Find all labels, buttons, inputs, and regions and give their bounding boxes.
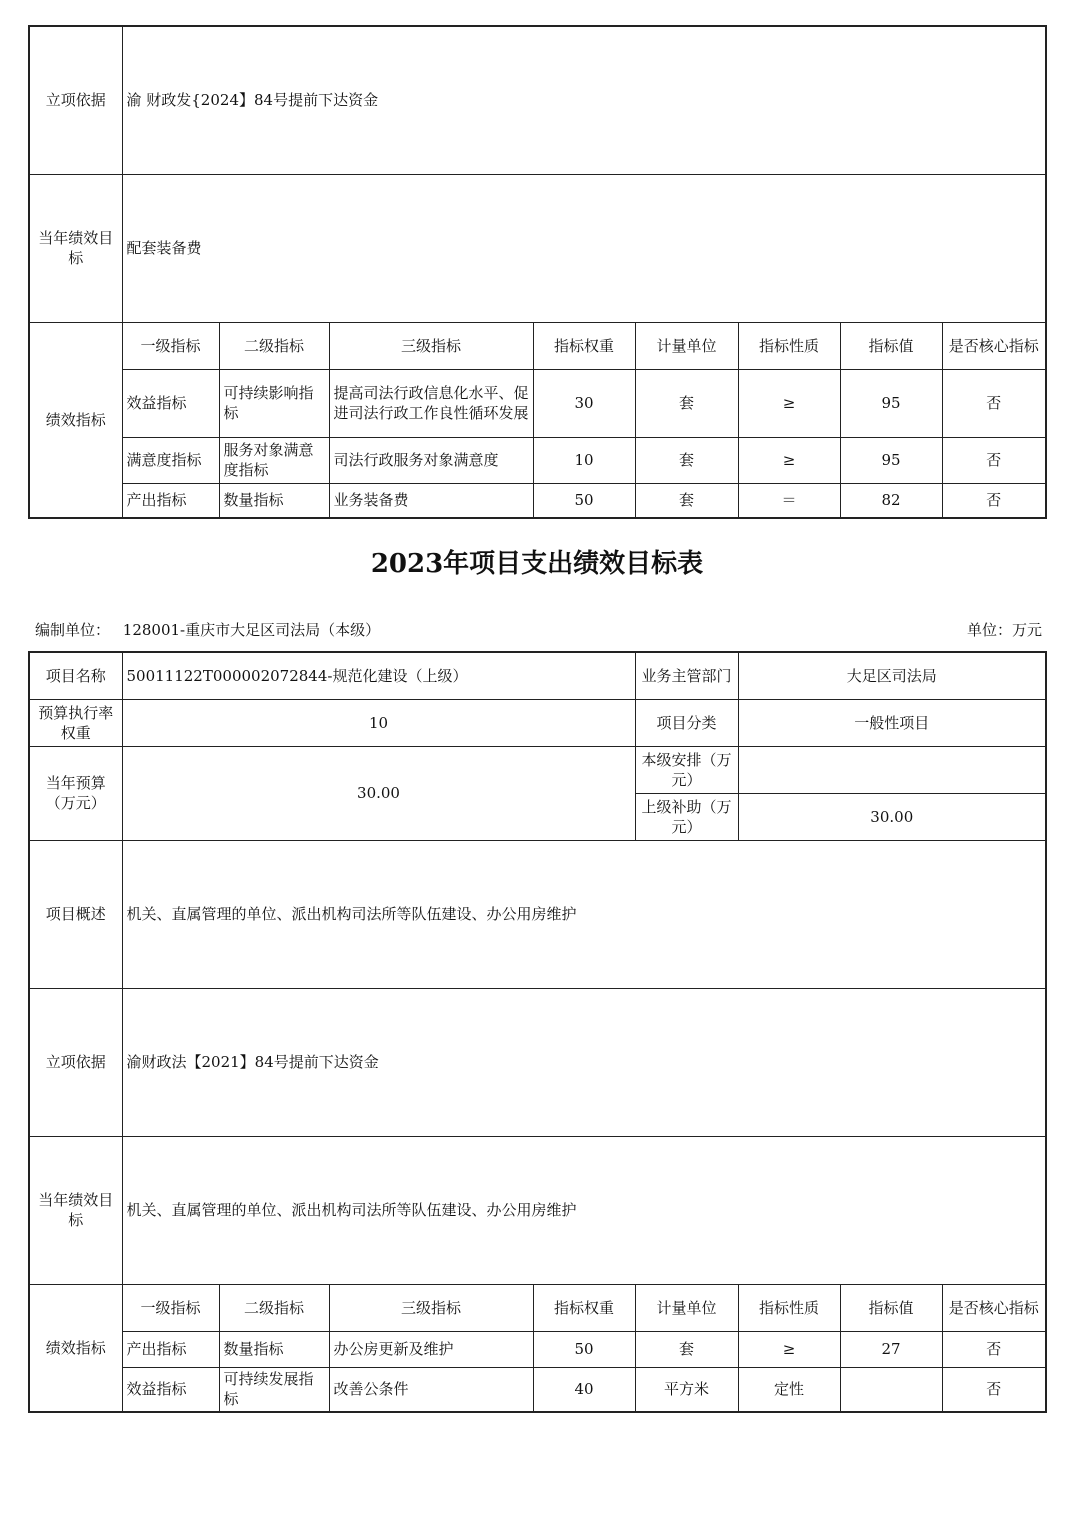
cell: 满意度指标 <box>122 437 219 483</box>
header-cell: 指标值 <box>840 322 942 369</box>
header-cell: 指标性质 <box>738 322 840 369</box>
basis-label: 立项依据 <box>29 26 122 174</box>
header-cell: 计量单位 <box>635 322 738 369</box>
cell: ≥ <box>738 369 840 437</box>
project-basis-value: 渝财政法【2021】84号提前下达资金 <box>122 988 1046 1136</box>
budget-label: 当年预算（万元） <box>29 746 122 840</box>
table-row <box>29 1331 1046 1367</box>
header-cell: 三级指标 <box>329 322 533 369</box>
page-title: 2023年项目支出绩效目标表 <box>370 549 704 579</box>
cell: 套 <box>635 369 738 437</box>
category-label: 项目分类 <box>635 699 738 746</box>
cell: 套 <box>635 437 738 483</box>
header-cell: 一级指标 <box>122 322 219 369</box>
cell: ≥ <box>738 1331 840 1367</box>
budget-value: 30.00 <box>122 746 635 840</box>
cell: ＝ <box>738 483 840 518</box>
cell: 套 <box>635 1331 738 1367</box>
compiling-unit <box>35 619 380 640</box>
cell: 30 <box>533 369 635 437</box>
cell: 服务对象满意度指标 <box>219 437 329 483</box>
cell: 办公房更新及维护 <box>329 1331 533 1367</box>
exec-rate-label: 预算执行率权重 <box>29 699 122 746</box>
table-row <box>29 437 1046 483</box>
cell: 10 <box>533 437 635 483</box>
dept-label: 业务主管部门 <box>635 652 738 699</box>
cell: 司法行政服务对象满意度 <box>329 437 533 483</box>
table-row <box>29 483 1046 518</box>
cell: 套 <box>635 483 738 518</box>
table-row <box>29 1367 1046 1412</box>
cell: 产出指标 <box>122 483 219 518</box>
project-indicators-label: 绩效指标 <box>29 1284 122 1412</box>
project-goal-label: 当年绩效目标 <box>29 1136 122 1284</box>
header-cell: 指标权重 <box>533 1284 635 1331</box>
cell: 否 <box>942 483 1046 518</box>
cell: 27 <box>840 1331 942 1367</box>
cell: 业务装备费 <box>329 483 533 518</box>
project-goal-value: 机关、直属管理的单位、派出机构司法所等队伍建设、办公用房维护 <box>122 1136 1046 1284</box>
upper-value: 30.00 <box>738 793 1046 840</box>
cell: 50 <box>533 483 635 518</box>
cell: 效益指标 <box>122 1367 219 1412</box>
cell: 否 <box>942 437 1046 483</box>
cell: 提高司法行政信息化水平、促进司法行政工作良性循环发展 <box>329 369 533 437</box>
cell: 数量指标 <box>219 483 329 518</box>
header-cell: 指标值 <box>840 1284 942 1331</box>
cell: 40 <box>533 1367 635 1412</box>
compiling-unit-value: 128001-重庆市大足区司法局（本级） <box>122 621 381 639</box>
table-row <box>29 369 1046 437</box>
cell <box>840 1367 942 1412</box>
cell: 数量指标 <box>219 1331 329 1367</box>
dept-value: 大足区司法局 <box>738 652 1046 699</box>
basis-value: 渝 财政发{2024】84号提前下达资金 <box>122 26 1046 174</box>
project-basis-label: 立项依据 <box>29 988 122 1136</box>
project-performance-table <box>28 651 1047 1413</box>
cell: 定性 <box>738 1367 840 1412</box>
header-cell: 三级指标 <box>329 1284 533 1331</box>
header-cell: 计量单位 <box>635 1284 738 1331</box>
cell: 否 <box>942 369 1046 437</box>
header-cell: 指标权重 <box>533 322 635 369</box>
indicators-label: 绩效指标 <box>29 322 122 518</box>
upper-label: 上级补助（万元） <box>635 793 738 840</box>
header-cell: 二级指标 <box>219 322 329 369</box>
header-cell: 一级指标 <box>122 1284 219 1331</box>
local-label: 本级安排（万元） <box>635 746 738 793</box>
cell: 否 <box>942 1367 1046 1412</box>
cell: 82 <box>840 483 942 518</box>
header-cell: 是否核心指标 <box>942 1284 1046 1331</box>
cell: ≥ <box>738 437 840 483</box>
header-cell: 指标性质 <box>738 1284 840 1331</box>
project-name-value: 50011122T000002072844-规范化建设（上级） <box>122 652 635 699</box>
goal-label: 当年绩效目标 <box>29 174 122 322</box>
cell: 改善公条件 <box>329 1367 533 1412</box>
cell: 可持续影响指标 <box>219 369 329 437</box>
project-name-label: 项目名称 <box>29 652 122 699</box>
cell: 产出指标 <box>122 1331 219 1367</box>
cell: 95 <box>840 369 942 437</box>
header-cell: 是否核心指标 <box>942 322 1046 369</box>
overview-value: 机关、直属管理的单位、派出机构司法所等队伍建设、办公用房维护 <box>122 840 1046 988</box>
cell: 否 <box>942 1331 1046 1367</box>
compiling-unit-label: 编制单位： <box>35 621 111 639</box>
cell: 50 <box>533 1331 635 1367</box>
top-performance-table <box>28 25 1047 519</box>
header-cell: 二级指标 <box>219 1284 329 1331</box>
cell: 平方米 <box>635 1367 738 1412</box>
local-value <box>738 746 1046 793</box>
cell: 95 <box>840 437 942 483</box>
goal-value: 配套装备费 <box>122 174 1046 322</box>
currency-unit: 单位：万元 <box>966 621 1042 639</box>
cell: 可持续发展指标 <box>219 1367 329 1412</box>
category-value: 一般性项目 <box>738 699 1046 746</box>
cell: 效益指标 <box>122 369 219 437</box>
overview-label: 项目概述 <box>29 840 122 988</box>
exec-rate-value: 10 <box>122 699 635 746</box>
